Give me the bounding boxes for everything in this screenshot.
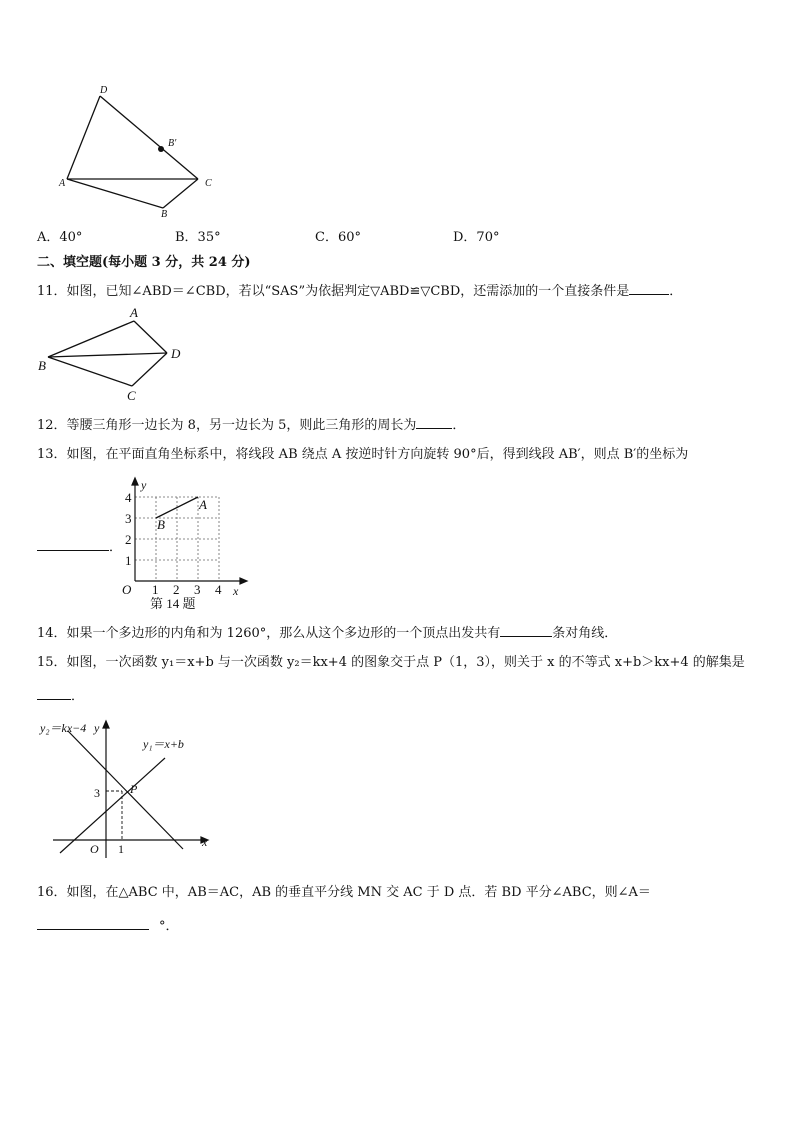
q11-label-b: B — [38, 358, 46, 373]
q16-answer-line — [37, 916, 179, 936]
q10-label-d: D — [100, 85, 108, 96]
q11-end: ． — [669, 284, 683, 299]
q13-ytick-3: 3 — [125, 511, 132, 526]
q11-figure — [35, 302, 190, 404]
q11-edge-cd — [132, 353, 167, 386]
q11-label-c: C — [127, 388, 136, 403]
q14-text-line — [37, 623, 617, 643]
q10-point-b-prime — [158, 146, 164, 152]
q12-text-line — [37, 415, 465, 435]
q11-edge-ba — [48, 321, 134, 357]
q13-label-a: A — [199, 497, 207, 512]
q11-text-line — [37, 281, 682, 301]
q15-x-label: x — [202, 835, 208, 849]
q15-y-label: y — [94, 721, 100, 735]
q15-text: 15．如图，一次函数 y₁＝x+b 与一次函数 y₂＝kx+4 的图象交于点 P（1，3），则关于 x 的不等式 x+b＞kx+4 的解集是 — [37, 655, 745, 670]
q10-figure — [55, 80, 230, 220]
q11-label-a: A — [130, 305, 138, 320]
q10-option-d: D．70° — [453, 230, 500, 245]
q10-label-b-prime: B′ — [168, 138, 177, 149]
q13-answer-blank[interactable] — [37, 537, 109, 551]
q13-ytick-2: 2 — [125, 532, 132, 547]
q11-edge-ad — [134, 321, 167, 353]
q15-y2-label: y₂＝kx−4 — [40, 721, 87, 735]
q11-edge-bd — [48, 353, 167, 357]
q15-one-label: 1 — [118, 842, 124, 856]
q13-text: 13．如图，在平面直角坐标系中，将线段 AB 绕点 A 按逆时针方向旋转 90°后，得到线段 AB′，则点 B′的坐标为 — [37, 447, 689, 462]
q15-p-label: P — [130, 782, 138, 796]
q15-end: ． — [71, 689, 85, 704]
q12-answer-blank[interactable] — [416, 415, 452, 429]
q10-label-a: A — [59, 178, 66, 189]
q14-end: 条对角线． — [552, 626, 618, 641]
q10-label-c: C — [205, 178, 212, 189]
q10-edge-bc — [163, 179, 198, 208]
q13-label-b: B — [157, 517, 165, 532]
q13-ytick-4: 4 — [125, 490, 132, 505]
q16-answer-blank[interactable] — [37, 916, 149, 930]
q10-option-b: B．35° — [175, 230, 221, 245]
q13-xtick-2: 2 — [173, 582, 180, 597]
q15-origin-label: O — [90, 842, 99, 856]
q14-answer-blank[interactable] — [500, 623, 552, 637]
q16-text: 16．如图，在△ABC 中，AB＝AC，AB 的垂直平分线 MN 交 AC 于 D 点．若 BD 平分∠ABC，则∠A＝ — [37, 885, 651, 900]
q15-three-label: 3 — [94, 786, 100, 800]
q12-end: ． — [452, 418, 466, 433]
q13-y-axis-arrow — [132, 478, 138, 485]
q11-text: 11．如图，已知∠ABD＝∠CBD，若以“SAS”为依据判定▽ABD≌▽CBD，还需添加的一个直接条件是 — [37, 284, 630, 299]
q10-option-c: C．60° — [315, 230, 361, 245]
q16-end: °． — [159, 919, 179, 934]
q13-caption: 第 14 题 — [150, 596, 196, 611]
q13-ytick-1: 1 — [125, 553, 132, 568]
q13-xtick-4: 4 — [215, 582, 222, 597]
q13-end: ． — [109, 540, 123, 555]
q10-option-a: A．40° — [37, 230, 83, 245]
q10-label-b: B — [161, 209, 168, 220]
section-2-heading: 二、填空题(每小题 3 分，共 24 分) — [37, 255, 251, 270]
q13-x-label: x — [233, 584, 239, 598]
q10-edge-da — [67, 96, 100, 179]
q15-y-axis-arrow — [103, 721, 109, 728]
q15-figure — [38, 715, 223, 860]
q13-xtick-1: 1 — [152, 582, 159, 597]
q14-text: 14．如果一个多边形的内角和为 1260°，那么从这个多边形的一个顶点出发共有 — [37, 626, 501, 641]
q11-edge-bc — [48, 357, 132, 386]
q11-answer-blank[interactable] — [629, 281, 669, 295]
q15-answer-blank[interactable] — [37, 686, 71, 700]
q11-label-d: D — [171, 346, 181, 361]
q15-answer-line — [37, 686, 84, 706]
q13-xtick-3: 3 — [194, 582, 201, 597]
q13-origin-label: O — [122, 582, 132, 597]
q13-x-axis-arrow — [240, 578, 247, 584]
q13-figure — [110, 475, 255, 615]
q10-edge-dc — [100, 96, 198, 179]
q15-y1-label: y₁＝x+b — [143, 737, 184, 751]
q15-line-y1 — [60, 758, 165, 853]
q13-y-label: y — [141, 478, 147, 492]
q10-edge-ab — [67, 179, 163, 208]
q12-text: 12．等腰三角形一边长为 8，另一边长为 5，则此三角形的周长为 — [37, 418, 417, 433]
